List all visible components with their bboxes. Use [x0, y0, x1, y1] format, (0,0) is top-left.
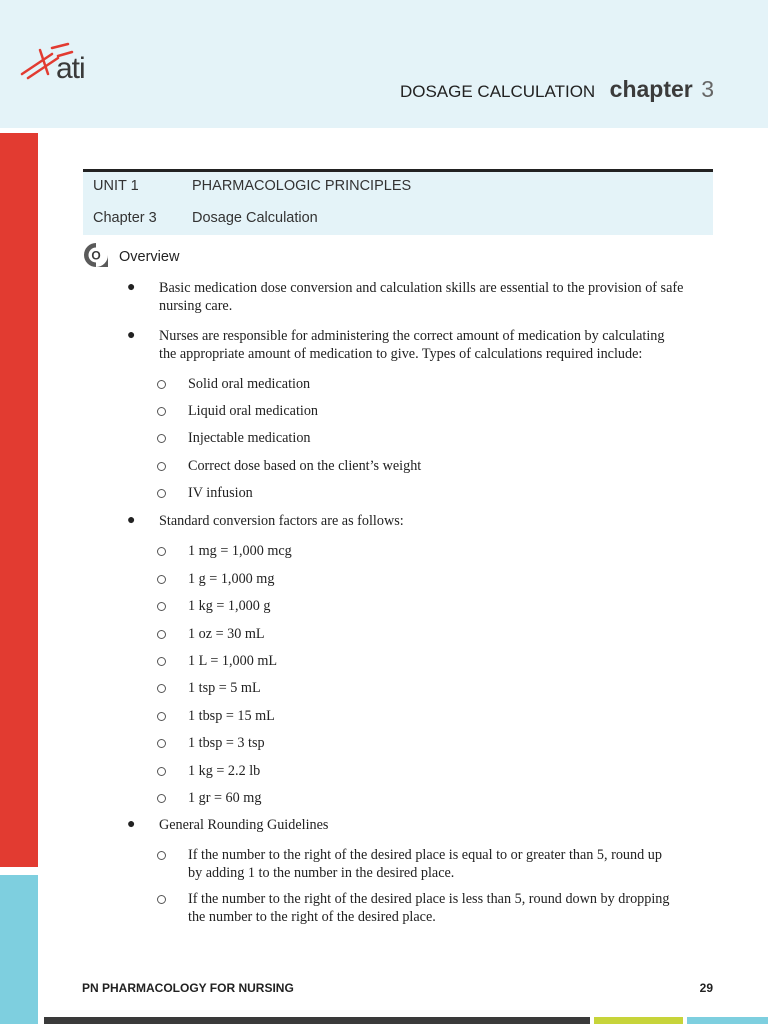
sub-bullet-circle: [157, 489, 166, 498]
sub-bullet-circle: [157, 712, 166, 721]
sub-bullet-circle: [157, 767, 166, 776]
bullet-item: General Rounding Guidelines: [159, 817, 329, 833]
unit-value: PHARMACOLOGIC PRINCIPLES: [192, 178, 412, 194]
sub-bullet-circle: [157, 602, 166, 611]
footer-title: PN PHARMACOLOGY FOR NURSING: [82, 981, 294, 995]
rounding-line: by adding 1 to the number in the desired place.: [188, 865, 455, 881]
rounding-line: the number to the right of the desired place.: [188, 909, 436, 925]
unit-box: [83, 169, 713, 235]
conversion-item: 1 g = 1,000 mg: [188, 571, 275, 587]
bullet-line: nursing care.: [159, 298, 233, 314]
sub-bullet-circle: [157, 794, 166, 803]
bullet-dot: ●: [127, 817, 136, 832]
footer-bar-green: [594, 1017, 683, 1024]
header-chapter-number: 3: [701, 76, 714, 102]
calc-type-item: Correct dose based on the client’s weight: [188, 458, 422, 474]
logo-text: ati: [56, 52, 85, 85]
side-bar-blue: [0, 875, 38, 1024]
sub-bullet-circle: [157, 739, 166, 748]
conversion-item: 1 kg = 1,000 g: [188, 598, 271, 614]
conversion-item: 1 tbsp = 3 tsp: [188, 735, 265, 751]
side-bar-red: [0, 133, 38, 867]
bullet-dot: ●: [127, 513, 136, 528]
bullet-item: [159, 279, 719, 315]
bullet-line: Nurses are responsible for administering the correct amount of medication by calculating: [159, 328, 665, 344]
page-header: [0, 0, 768, 128]
chapter-value: Dosage Calculation: [192, 210, 318, 226]
chapter-heading: [400, 76, 714, 103]
chapter-row: [93, 210, 318, 226]
page-number: 29: [699, 981, 713, 995]
footer-bar-blue: [687, 1017, 768, 1024]
conversion-item: 1 gr = 60 mg: [188, 790, 262, 806]
rounding-item: [188, 890, 718, 926]
bullet-item: Standard conversion factors are as follows:: [159, 513, 404, 529]
overview-heading: Overview: [119, 249, 180, 265]
sub-bullet-circle: [157, 684, 166, 693]
sub-bullet-circle: [157, 407, 166, 416]
conversion-item: 1 kg = 2.2 lb: [188, 763, 261, 779]
sub-bullet-circle: [157, 380, 166, 389]
sub-bullet-circle: [157, 575, 166, 584]
bullet-line: the appropriate amount of medication to give. Types of calculations required include:: [159, 346, 643, 362]
bullet-dot: ●: [127, 328, 136, 343]
bullet-line: Basic medication dose conversion and calculation skills are essential to the provision of safe: [159, 280, 684, 296]
sub-bullet-circle: [157, 547, 166, 556]
conversion-item: 1 mg = 1,000 mcg: [188, 543, 292, 559]
unit-key: UNIT 1: [93, 178, 139, 194]
sub-bullet-circle: [157, 434, 166, 443]
overview-icon: [82, 241, 110, 269]
rounding-item: [188, 846, 718, 882]
calc-type-item: IV infusion: [188, 485, 253, 501]
calc-type-item: Injectable medication: [188, 430, 311, 446]
sub-bullet-circle: [157, 462, 166, 471]
sub-bullet-circle: [157, 657, 166, 666]
conversion-item: 1 tbsp = 15 mL: [188, 708, 275, 724]
chapter-key: Chapter 3: [93, 210, 157, 226]
header-title: DOSAGE CALCULATION: [399, 82, 596, 101]
calc-type-item: Solid oral medication: [188, 376, 311, 392]
bullet-item: [159, 327, 719, 363]
sub-bullet-circle: [157, 895, 166, 904]
header-chapter-word: chapter: [609, 76, 693, 102]
conversion-item: 1 oz = 30 mL: [188, 626, 265, 642]
overview-icon-letter: O: [91, 248, 101, 263]
footer-bar-dark: [44, 1017, 590, 1024]
conversion-item: 1 L = 1,000 mL: [188, 653, 278, 669]
sub-bullet-circle: [157, 630, 166, 639]
rounding-line: If the number to the right of the desired place is equal to or greater than 5, round up: [188, 847, 662, 863]
sub-bullet-circle: [157, 851, 166, 860]
rounding-line: If the number to the right of the desired place is less than 5, round down by dropping: [188, 891, 670, 907]
unit-row: [93, 178, 411, 194]
calc-type-item: Liquid oral medication: [188, 403, 319, 419]
bullet-dot: ●: [127, 280, 136, 295]
conversion-item: 1 tsp = 5 mL: [188, 680, 261, 696]
